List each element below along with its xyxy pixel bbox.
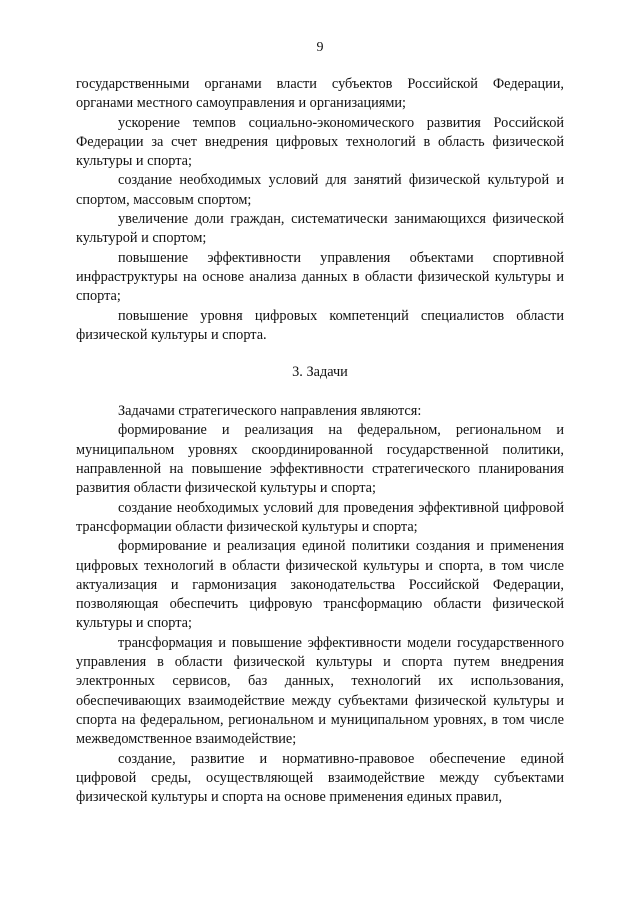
- section-heading: 3. Задачи: [292, 364, 348, 381]
- paragraph: повышение эффективности управления объектами спортивной инфраструктуры на основе анализа данных в области физической культуры и спорта;: [76, 249, 564, 305]
- paragraph: повышение уровня цифровых компетенций специалистов области физической культуры и спорта.: [76, 307, 564, 343]
- paragraph: создание, развитие и нормативно-правовое обеспечение единой цифровой среды, осуществляющей взаимодействие между субъектами физической культуры и спорта на основе применения единых правил,: [76, 750, 564, 806]
- paragraph: ускорение темпов социально-экономического развития Российской Федерации за счет внедрения цифровых технологий в область физической культуры и спорта;: [76, 114, 564, 170]
- page-number: 9: [316, 40, 324, 55]
- paragraph: формирование и реализация на федеральном, региональном и муниципальном уровнях скоординированной государственной политики, направленной на повышение эффективности стратегического планирования развития области физической культуры и спорта;: [76, 422, 564, 497]
- paragraph: Задачами стратегического направления являются:: [118, 403, 422, 420]
- paragraph: трансформация и повышение эффективности модели государственного управления в области физической культуры и спорта путем внедрения электронных сервисов, баз данных, технологий их использования, обеспечивающих взаимодействие между субъектами физической культуры и спорта на федеральном, региональном и муниципальном уровнях, в том числе межведомственное взаимодействие;: [76, 634, 564, 748]
- paragraph: формирование и реализация единой политики создания и применения цифровых технологий в области физической культуры и спорта, в том числе актуализация и гармонизация законодательства Российской Федерации, позволяющая обеспечить цифровую трансформацию области физической культуры и спорта;: [76, 538, 564, 632]
- paragraph: создание необходимых условий для проведения эффективной цифровой трансформации области физической культуры и спорта;: [76, 499, 564, 535]
- document-body: [76, 75, 564, 807]
- paragraph: увеличение доли граждан, систематически занимающихся физической культурой и спортом;: [76, 211, 564, 247]
- paragraph: государственными органами власти субъектов Российской Федерации, органами местного самоуправления и организациями;: [76, 76, 564, 112]
- paragraph: создание необходимых условий для занятий физической культурой и спортом, массовым спортом;: [76, 172, 564, 208]
